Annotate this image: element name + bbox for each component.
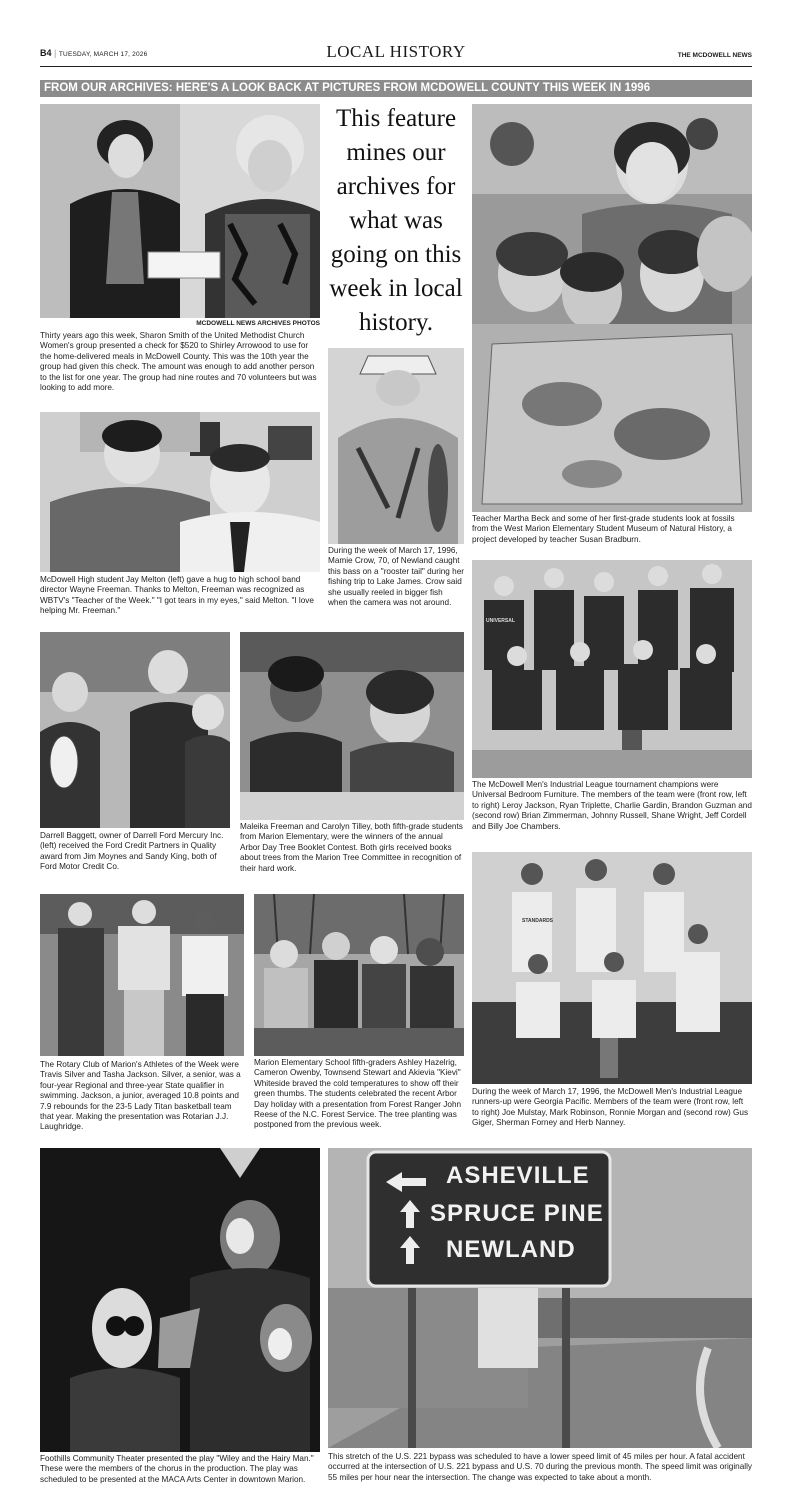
publication-name: THE MCDOWELL NEWS [677, 52, 752, 59]
teacher-caption: McDowell High student Jay Melton (left) gave a hug to high school band director Wayne Freeman. Thanks to Melton, Freeman was recognized as WBTV's "Teacher of the Week." "I got tears in my eyes," said Melton. "I love helping Mr. Freeman." [40, 575, 314, 616]
page-number: B4 | TUESDAY, MARCH 17, 2026 [40, 48, 148, 58]
theater-caption: Foothills Community Theater presented the play "Wiley and the Hairy Man." These were the members of the chorus in the production. The play was scheduled to be presented at the MACA Arts Center in downtown Marion. [40, 1454, 314, 1484]
rotary-caption: The Rotary Club of Marion's Athletes of the Week were Travis Silver and Tasha Jackson. Silver, a senior, was a four-year Regional and three-year State qualifier in swimming. Jackson, a junior, averaged 10.8 points and 7.9 rebounds for the 23-5 Lady Titan basketball team that year. Making the presentation was Rotarian J.J. Laughridge. [40, 1060, 241, 1132]
rotary-athletes-photo [40, 894, 244, 1056]
section-title: LOCAL HISTORY [326, 42, 466, 61]
champions-caption: The McDowell Men's Industrial League tournament champions were Universal Bedroom Furniture. The members of the team were (front row, left to right) Leroy Jackson, Ryan Triplette, Charlie Gardin, Brandon Guzman and (second row) Brian Zimmerman, Johnny Russell, Shane Wright, Jeff Cordell and Billy Joe Chambers. [472, 780, 752, 831]
photo-credit: MCDOWELL NEWS ARCHIVES PHOTOS [196, 320, 320, 327]
fishing-caption: During the week of March 17, 1996, Mamie Crow, 70, of Newland caught this bass on a "rooster tail" during her fishing trip to Lake James. Crow said she usually reeled in bigger fish when the camera was not around. [328, 546, 464, 608]
bypass-caption: This stretch of the U.S. 221 bypass was scheduled to have a lower speed limit of 45 miles per hour. A fatal accident occurred at the intersection of U.S. 221 bypass and U.S. 70 during the previous month. The speed limit was originally 55 miles per hour near the intersection. The change was expected to take about a month. [328, 1452, 753, 1482]
bypass-road-photo [328, 1148, 752, 1448]
check-caption: Thirty years ago this week, Sharon Smith of the United Methodist Church Women's group presented a check for $520 to Shirley Arrowood to use for the home-delivered meals in McDowell County. This was the 10th year the group had given this check. The amount was enough to add another person to the list for one year. The group had nine routes and 70 volunteers but was looking to add more. [40, 331, 317, 393]
arbor-contest-caption: Maleika Freeman and Carolyn Tilley, both fifth-grade students from Marion Elementary, were the winners of the annual Arbor Day Tree Booklet Contest. Both girls received books about trees from the Marion Tree Committee in recognition of their hard work. [240, 822, 463, 873]
sign-line-spruce-pine: SPRUCE PINE [430, 1200, 604, 1227]
tree-planting-photo [254, 894, 464, 1056]
planting-caption: Marion Elementary School fifth-graders Ashley Hazelrig, Cameron Owenby, Townsend Stewart and Akievia "Kievi" Whiteside braved the cold temperatures to show off their green thumbs. The students celebrated the recent Arbor Day holiday with a presentation from Forest Ranger John Reese of the N.C. Forest Service. The tree planting was postponed from the previous week. [254, 1058, 462, 1130]
ford-caption: Darrell Baggett, owner of Darrell Ford Mercury Inc. (left) received the Ford Credit Partners in Quality award from Jim Moynes and Sandy King, both of Ford Motor Credit Co. [40, 831, 224, 872]
runners-up-team-photo [472, 852, 752, 1084]
theater-chorus-photo [40, 1148, 320, 1452]
runners-up-caption: During the week of March 17, 1996, the McDowell Men's Industrial League runners-up were Georgia Pacific. Members of the team were (front row, left to right) Joe Mulstay, Mark Robinson, Ronnie Morgan and (second row) Gus Giger, Sherman Forney and Herb Nanney. [472, 1087, 749, 1128]
page-label: B4 [40, 48, 52, 58]
sign-line-newland: NEWLAND [446, 1236, 576, 1263]
archive-banner: FROM OUR ARCHIVES: HERE'S A LOOK BACK AT PICTURES FROM MCDOWELL COUNTY THIS WEEK IN 1996 [40, 80, 752, 97]
teacher-hug-photo [40, 412, 320, 572]
check-presentation-photo [40, 104, 320, 318]
fossils-caption: Teacher Martha Beck and some of her first-grade students look at fossils from the West Marion Elementary Student Museum of Natural History, a project developed by teacher Susan Bradburn. [472, 514, 735, 544]
issue-date: TUESDAY, MARCH 17, 2026 [58, 51, 148, 58]
header-rule [40, 66, 752, 67]
champions-jersey-text: UNIVERSAL [486, 618, 515, 624]
runners-up-jersey-text: STANDARDS [522, 918, 554, 924]
fossils-photo [472, 104, 752, 512]
feature-blurb: This feature mines our archives for what was going on this week in local history. [329, 105, 463, 336]
arbor-contest-photo [240, 632, 464, 820]
champions-team-photo [472, 560, 752, 778]
sign-line-asheville: ASHEVILLE [446, 1162, 590, 1189]
fishing-photo [328, 348, 464, 544]
ford-award-photo [40, 632, 230, 828]
